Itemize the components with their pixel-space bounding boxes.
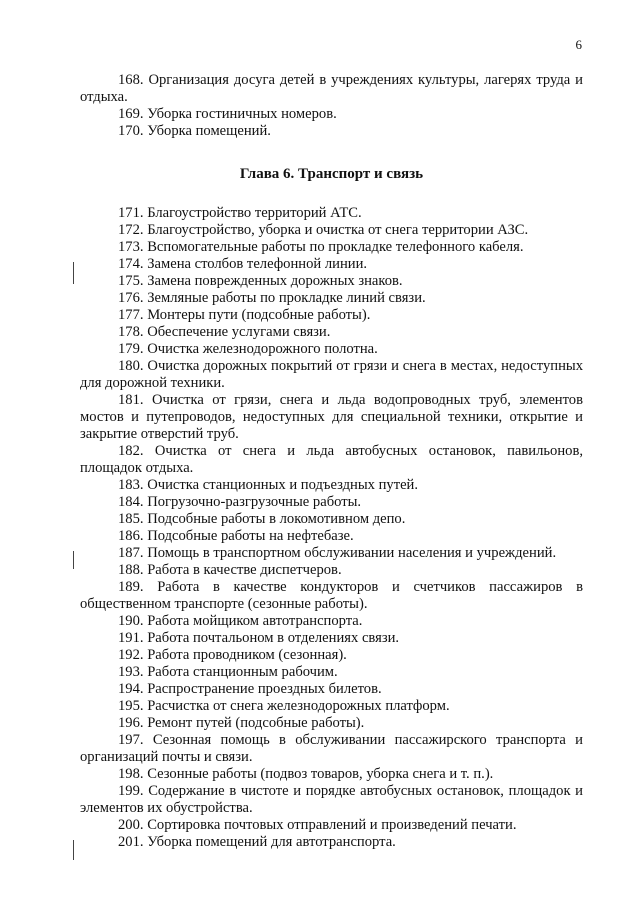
list-item: 180. Очистка дорожных покрытий от грязи и снега в местах, недоступных для дорожной техники. [80, 358, 583, 391]
list-item: 179. Очистка железнодорожного полотна. [118, 341, 378, 357]
scan-margin-mark [73, 551, 74, 569]
list-item: 189. Работа в качестве кондукторов и счетчиков пассажиров в общественном транспорте (сезонные работы). [80, 579, 583, 612]
scan-margin-mark [73, 262, 74, 284]
list-item: 199. Содержание в чистоте и порядке автобусных остановок, площадок и элементов их обустройства. [80, 783, 583, 816]
list-item: 185. Подсобные работы в локомотивном депо. [118, 511, 406, 527]
list-item: 181. Очистка от грязи, снега и льда водопроводных труб, элементов мостов и путепроводов, недоступных для специальной техники, открытие и закрытие отверстий труб. [80, 392, 583, 442]
list-item: 190. Работа мойщиком автотранспорта. [118, 613, 363, 629]
list-item: 197. Сезонная помощь в обслуживании пассажирского транспорта и организаций почты и связи. [80, 732, 583, 765]
item-list-top [80, 72, 583, 140]
list-item: 192. Работа проводником (сезонная). [118, 647, 347, 663]
list-item: 194. Распространение проездных билетов. [118, 681, 382, 697]
list-item: 182. Очистка от снега и льда автобусных остановок, павильонов, площадок отдыха. [80, 443, 583, 476]
list-item: 198. Сезонные работы (подвоз товаров, уборка снега и т. п.). [118, 766, 494, 782]
list-item: 173. Вспомогательные работы по прокладке телефонного кабеля. [118, 239, 524, 255]
chapter-title: Глава 6. Транспорт и связь [239, 166, 424, 182]
list-item: 176. Земляные работы по прокладке линий связи. [118, 290, 426, 306]
list-item: 171. Благоустройство территорий АТС. [118, 205, 362, 221]
list-item: 200. Сортировка почтовых отправлений и произведений печати. [118, 817, 517, 833]
list-item: 174. Замена столбов телефонной линии. [118, 256, 368, 272]
list-item: 170. Уборка помещений. [118, 123, 271, 139]
list-item: 188. Работа в качестве диспетчеров. [118, 562, 342, 578]
list-item: 175. Замена поврежденных дорожных знаков. [118, 273, 403, 289]
list-item: 178. Обеспечение услугами связи. [118, 324, 331, 340]
item-list-main [80, 205, 583, 851]
list-item: 186. Подсобные работы на нефтебазе. [118, 528, 354, 544]
list-item: 184. Погрузочно-разгрузочные работы. [118, 494, 362, 510]
list-item: 177. Монтеры пути (подсобные работы). [118, 307, 371, 323]
scan-margin-mark [73, 840, 74, 860]
list-item: 196. Ремонт путей (подсобные работы). [118, 715, 365, 731]
list-item: 193. Работа станционным рабочим. [118, 664, 338, 680]
list-item: 187. Помощь в транспортном обслуживании населения и учреждений. [118, 545, 557, 561]
list-item: 183. Очистка станционных и подъездных путей. [118, 477, 419, 493]
list-item: 172. Благоустройство, уборка и очистка от снега территории АЗС. [118, 222, 529, 238]
list-item: 191. Работа почтальоном в отделениях связи. [118, 630, 400, 646]
list-item: 201. Уборка помещений для автотранспорта. [118, 834, 396, 850]
page-number: 6 [575, 37, 582, 52]
list-item: 195. Расчистка от снега железнодорожных платформ. [118, 698, 450, 714]
list-item: 168. Организация досуга детей в учреждениях культуры, лагерях труда и отдыха. [80, 72, 583, 105]
list-item: 169. Уборка гостиничных номеров. [118, 106, 337, 122]
